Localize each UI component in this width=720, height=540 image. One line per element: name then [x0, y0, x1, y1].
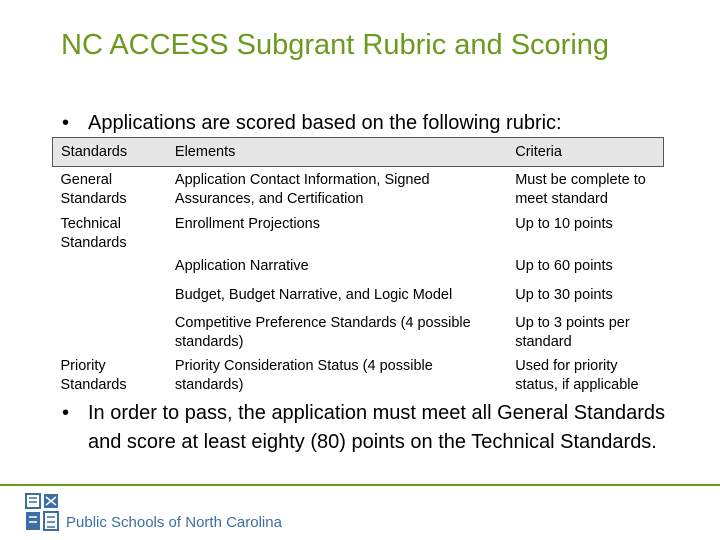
table-row [53, 355, 664, 395]
logo-text: Public Schools of North Carolina [66, 514, 282, 531]
cell-criteria: Used for priority status, if applicable [515, 358, 639, 393]
cell-standard [53, 311, 167, 355]
cell-standard: Technical Standards [60, 216, 127, 251]
bullet-dot: • [62, 402, 70, 424]
table-row [53, 167, 664, 212]
cell-element: Application Narrative [174, 258, 309, 274]
cell-criteria: Up to 10 points [515, 216, 613, 232]
cell-element: Enrollment Projections [174, 216, 320, 232]
cell-element: Competitive Preference Standards (4 possible standards) [174, 315, 471, 350]
cell-standard: Priority Standards [60, 358, 127, 393]
cell-element: Budget, Budget Narrative, and Logic Model [174, 287, 453, 303]
header-criteria: Criteria [507, 138, 663, 167]
cell-element: Application Contact Information, Signed Assurances, and Certification [174, 172, 430, 207]
bullet-passing [62, 399, 682, 457]
header-elements: Elements [167, 138, 507, 167]
bullet-intro [62, 109, 702, 138]
cell-standard [53, 282, 167, 311]
cell-criteria: Must be complete to meet standard [515, 172, 646, 207]
cell-standard: General Standards [60, 172, 127, 207]
bullet-dot: • [62, 112, 70, 134]
table-row [53, 211, 664, 253]
table-row [53, 282, 664, 311]
bullet-intro-text: Applications are scored based on the following rubric: [88, 112, 562, 134]
table-row [53, 253, 664, 282]
header-standards: Standards [53, 138, 167, 167]
cell-criteria: Up to 60 points [515, 258, 613, 274]
slide-title: NC ACCESS Subgrant Rubric and Scoring [61, 29, 610, 61]
bullet-passing-text: In order to pass, the application must meet all General Standards and score at least eighty (80) points on the Technical Standards. [88, 402, 665, 453]
rubric-table [52, 137, 664, 395]
footer-divider [0, 484, 720, 486]
cell-criteria: Up to 3 points per standard [515, 315, 630, 350]
cell-criteria: Up to 30 points [515, 287, 613, 303]
cell-element: Priority Consideration Status (4 possible standards) [174, 358, 433, 393]
cell-standard [53, 253, 167, 282]
table-row [53, 311, 664, 355]
nc-seal-icon [24, 492, 62, 534]
table-header-row [53, 138, 664, 167]
